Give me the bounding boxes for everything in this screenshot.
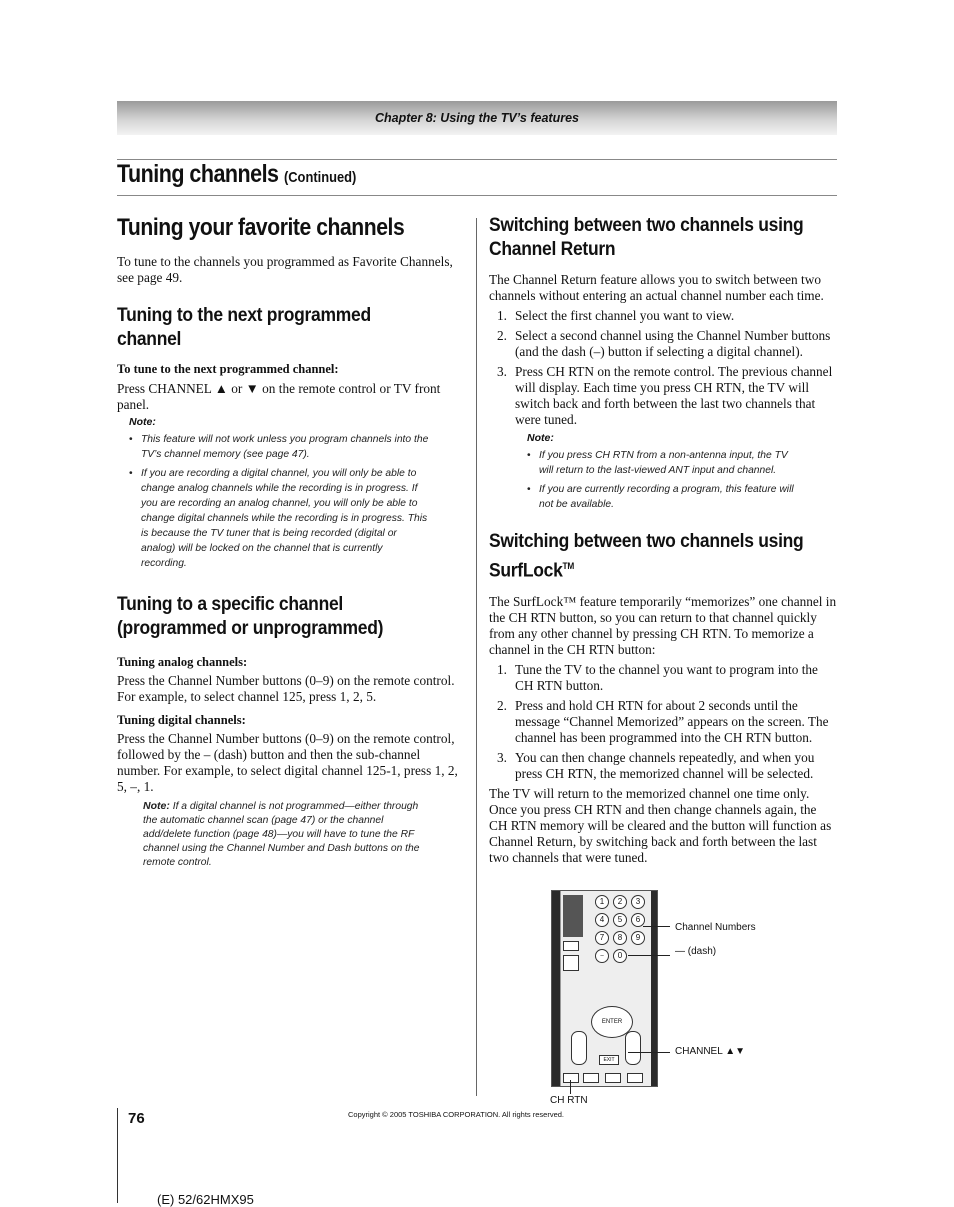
key-0: 0 — [613, 949, 627, 963]
right-column — [489, 214, 837, 866]
label-channel-numbers: Channel Numbers — [675, 922, 756, 933]
key-6: 6 — [631, 913, 645, 927]
step-item: 2. Select a second channel using the Channel Number buttons (and the dash (–) button if selecting a digital channel). — [497, 328, 831, 359]
trademark: TM — [562, 561, 574, 571]
next-note — [129, 416, 462, 571]
left-column — [117, 214, 462, 870]
volume-rocker — [625, 1031, 641, 1065]
surf-steps — [489, 662, 837, 782]
label-channel-updown: CHANNEL ▲▼ — [675, 1046, 745, 1057]
note-item: • If you press CH RTN from a non-antenna input, the TV will return to the last-viewed ANT input and channel. — [527, 448, 802, 478]
button — [563, 941, 579, 951]
key-5: 5 — [613, 913, 627, 927]
key-3: 3 — [631, 895, 645, 909]
copyright: Copyright © 2005 TOSHIBA CORPORATION. All rights reserved. — [348, 1110, 565, 1119]
digital-note-text: If a digital channel is not programmed—either through the automatic channel scan (page 47) or the channel add/delete function (page 48)—you will have to tune the RF channel using the Channel Number and Dash buttons on the remote control. — [143, 801, 420, 868]
callout-line — [643, 926, 670, 927]
analog-body: Press the Channel Number buttons (0–9) on the remote control. For example, to select channel 125, press 1, 2, 5. — [117, 673, 455, 704]
label-dash: — (dash) — [675, 946, 717, 957]
footer-rule — [117, 1108, 118, 1203]
digital-lead: Tuning digital channels: — [117, 713, 246, 727]
step-text: Press CH RTN on the remote control. The previous channel will display. Each time you press CH RTN, the TV will switch back and forth between the last two channels that were tuned. — [515, 364, 833, 427]
ch-rtn-button — [563, 1073, 579, 1083]
divider — [117, 195, 837, 196]
button — [605, 1073, 621, 1083]
note-item: • This feature will not work unless you program channels into the TV’s channel memory (see page 47). — [129, 432, 429, 462]
step-item: 1. Select the first channel you want to view. — [497, 308, 735, 323]
step-item: 3. You can then change channels repeatedly, and when you press CH RTN, the memorized channel will be selected. — [497, 750, 815, 782]
step-item: 3. Press CH RTN on the remote control. The previous channel will display. Each time you press CH RTN, the TV will switch back and forth between the last two channels that were tuned. — [497, 364, 833, 427]
digital-body: Press the Channel Number buttons (0–9) on the remote control, followed by the – (dash) button and then the sub-channel number. For example, to select digital channel 125-1, press 1, 2, 5, –, 1. — [117, 731, 458, 794]
step-text: Select the first channel you want to view. — [515, 308, 735, 323]
favorite-intro: To tune to the channels you programmed as Favorite Channels, see page 49. — [117, 254, 453, 285]
remote-face — [560, 891, 651, 1086]
key-dash: – — [595, 949, 609, 963]
page-number: 76 — [128, 1110, 145, 1127]
next-lead: To tune to the next programmed channel: — [117, 362, 339, 376]
step-text: You can then change channels repeatedly, and when you press CH RTN, the memorized channel will be selected. — [515, 750, 815, 782]
heading-next-channel: Tuning to the next programmed channel — [117, 305, 371, 350]
surf-intro: The SurfLock™ feature temporarily “memorizes” one channel in the CH RTN button, so you can return to that channel quickly from any other channel by pressing CH RTN. To memorize a channel in the CH RTN button: — [489, 594, 837, 658]
exit-button: EXIT — [599, 1055, 619, 1065]
note-item: • If you are currently recording a program, this feature will not be available. — [527, 482, 802, 512]
heading-favorite: Tuning your favorite channels — [117, 214, 405, 241]
callout-line — [628, 955, 670, 956]
chapter-header — [117, 101, 837, 135]
label-ch-rtn: CH RTN — [550, 1095, 588, 1106]
return-intro: The Channel Return feature allows you to switch between two channels without entering an actual channel number each time. — [489, 272, 824, 303]
heading-surflock-text: Switching between two channels using SurfLock — [489, 531, 804, 582]
note-list — [129, 432, 429, 571]
button — [627, 1073, 643, 1083]
key-9: 9 — [631, 931, 645, 945]
step-item: 2. Press and hold CH RTN for about 2 seconds until the message “Channel Memorized” appears on the screen. The channel has been programmed into the CH RTN button. — [497, 698, 829, 746]
chapter-title: Chapter 8: Using the TV’s features — [375, 111, 579, 125]
remote-illustration — [551, 890, 658, 1087]
heading-channel-return: Switching between two channels using Channel Return — [489, 215, 804, 260]
return-note — [527, 432, 837, 512]
step-text: Press and hold CH RTN for about 2 seconds until the message “Channel Memorized” appears on the screen. The channel has been programmed into the CH RTN button. — [515, 698, 829, 746]
key-8: 8 — [613, 931, 627, 945]
note-label: Note: — [129, 416, 156, 428]
analog-lead: Tuning analog channels: — [117, 655, 248, 669]
note-label: Note: — [527, 432, 554, 444]
channel-rocker — [571, 1031, 587, 1065]
heading-specific-channel: Tuning to a specific channel (programmed or unprogrammed) — [117, 594, 384, 639]
callout-line — [570, 1080, 571, 1094]
section-title — [117, 160, 356, 189]
key-1: 1 — [595, 895, 609, 909]
button — [583, 1073, 599, 1083]
step-text: Select a second channel using the Channel Number buttons (and the dash (–) button if selecting a digital channel). — [515, 328, 831, 359]
mode-switch — [563, 895, 583, 937]
column-divider — [476, 218, 477, 1096]
continued-label: (Continued) — [283, 169, 357, 186]
return-steps — [489, 308, 837, 428]
surf-outro: The TV will return to the memorized channel one time only. Once you press CH RTN and then change channels again, the CH RTN memory will be cleared and the button will function as Channel Return, by switching back and forth between the last two channels that were tuned. — [489, 786, 832, 866]
note-label: Note: — [143, 800, 170, 812]
key-4: 4 — [595, 913, 609, 927]
key-7: 7 — [595, 931, 609, 945]
callout-line — [628, 1052, 670, 1053]
enter-button: ENTER — [591, 1006, 633, 1038]
step-text: Tune the TV to the channel you want to program into the CH RTN button. — [515, 662, 818, 694]
model-number: (E) 52/62HMX95 — [157, 1192, 254, 1207]
button — [563, 955, 579, 971]
key-2: 2 — [613, 895, 627, 909]
next-body: Press CHANNEL ▲ or ▼ on the remote control or TV front panel. — [117, 381, 441, 412]
digital-note — [143, 799, 433, 870]
note-list — [527, 448, 802, 512]
section-title-text: Tuning channels — [117, 160, 279, 188]
step-item: 1. Tune the TV to the channel you want to program into the CH RTN button. — [497, 662, 818, 694]
note-item: • If you are recording a digital channel, you will only be able to change analog channels while the recording is in progress. If you are recording an analog channel, you will only be able to change digital channels while the recording is in progress. This is because the TV tuner that is being recorded (digital or analog) will be locked on the channel that is currently recording. — [129, 466, 429, 571]
heading-surflock — [489, 530, 806, 583]
